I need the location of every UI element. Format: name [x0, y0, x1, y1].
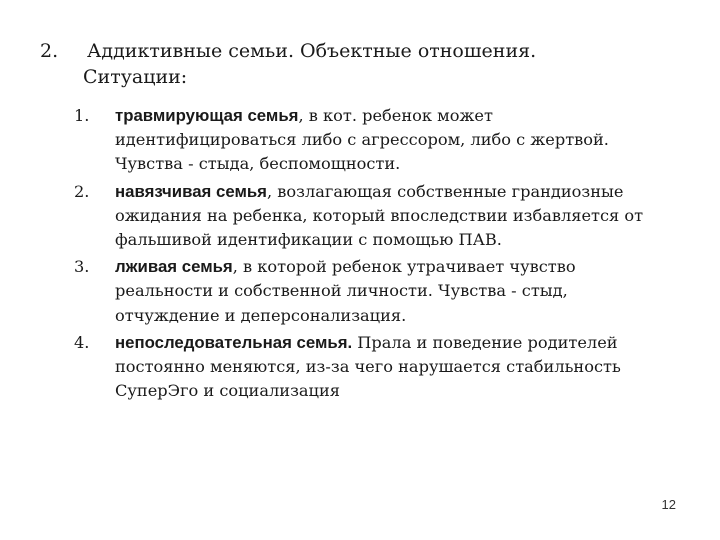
list-item	[74, 104, 674, 177]
list-item	[74, 180, 674, 253]
heading-subtitle: Ситуации:	[83, 66, 188, 88]
list-item-text: , в кот. ребенок может идентифицироваться либо с агрессором, либо с жертвой. Чувства - стыда, беспомощности.	[115, 106, 609, 174]
heading-number: 2.	[40, 40, 59, 62]
list-item-body	[115, 180, 674, 253]
list-item-text: , возлагающая собственные грандиозные ожидания на ребенка, который впоследствии избавляется от фальшивой идентификации с помощью ПАВ.	[115, 181, 644, 250]
list-item-term: травмирующая семья	[115, 106, 299, 125]
list-item-text: Прала и поведение родителей постоянно меняются, из-за чего нарушается стабильность СуперЭго и социализация	[115, 332, 621, 401]
list-item-number: 2.	[74, 181, 90, 201]
list-item-body	[115, 255, 674, 328]
numbered-list	[74, 104, 674, 406]
heading-title: Аддиктивные семьи. Объектные отношения.	[87, 40, 537, 62]
list-item-term: навязчивая семья	[115, 181, 267, 201]
list-item-number: 3.	[74, 257, 90, 277]
list-item-text: , в которой ребенок утрачивает чувство реальности и собственной личности. Чувства - стыд, отчуждение и деперсонализация.	[115, 257, 576, 325]
list-item	[74, 331, 674, 404]
page-number: 12	[661, 497, 676, 512]
list-item-body	[115, 104, 674, 177]
list-item-term: лживая семья	[115, 257, 233, 277]
list-item	[74, 255, 674, 328]
list-item-number: 4.	[74, 332, 90, 352]
list-item-number: 1.	[74, 106, 90, 125]
list-item-body	[115, 331, 674, 404]
section-heading	[40, 38, 680, 90]
list-item-term: непоследовательная семья.	[115, 332, 353, 352]
